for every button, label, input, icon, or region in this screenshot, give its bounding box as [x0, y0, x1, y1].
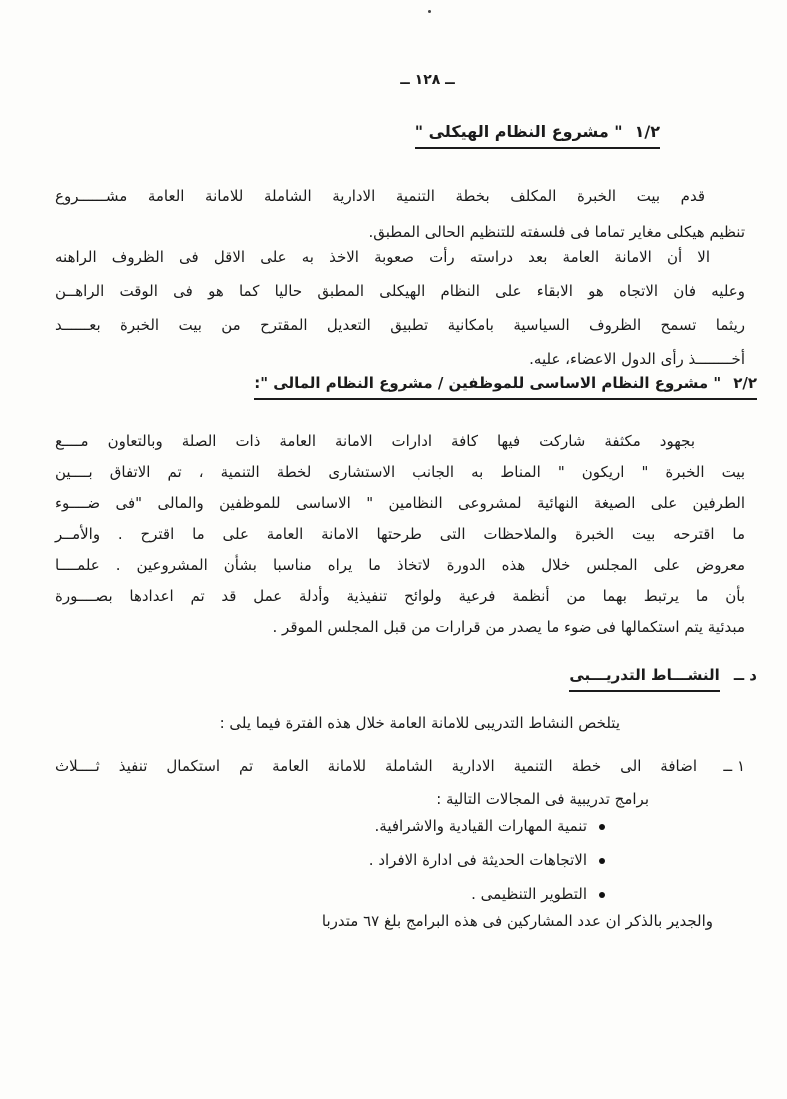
- paragraph-line: برامج تدريبية فى المجالات التالية :: [436, 790, 649, 808]
- heading-1-title: " مشروع النظام الهيكلى ": [414, 122, 623, 141]
- paragraph-line: ريثما تسمح الظروف السياسية بامكانية تطبيق التعديل المقترح من بيت الخبرة بعــــــد: [55, 316, 745, 334]
- heading-2-number: ٢/٢: [733, 374, 757, 392]
- paragraph-line: معروض على المجلس خلال هذه الدورة لاتخاذ ما يراه مناسبا بشأن المشروعين . علمــــا: [55, 556, 745, 574]
- section-heading-1: [415, 122, 660, 149]
- item-1-text: [55, 750, 697, 816]
- paragraph-line: اضافة الى خطة التنمية الادارية الشاملة للامانة العامة تم استكمال تنفيذ ثــــلاث: [55, 757, 697, 775]
- bullet-item: [55, 884, 745, 904]
- page-number: ــ ١٢٨ ــ: [400, 72, 455, 88]
- bullet-item: [55, 816, 745, 836]
- section-d-marker: د ــ: [733, 666, 757, 684]
- numbered-item-1: [55, 750, 745, 816]
- paragraph-line: ما اقترحه بيت الخبرة والملاحظات التى طرحتها الامانة العامة على ما اقترح . والأمــر: [55, 525, 745, 543]
- paragraph-line: بيت الخبرة " اريكون " المناط به الجانب الاستشارى لخطة التنمية ، تم الاتفاق بــــين: [55, 463, 745, 481]
- bullet-item: [55, 850, 745, 870]
- section-d-title: النشـــاط التدريـــبى: [569, 666, 719, 692]
- section-heading-2: [254, 374, 757, 400]
- section-d-heading: [569, 666, 757, 692]
- bullet-dot-icon: [599, 824, 605, 830]
- bullet-text: الاتجاهات الحديثة فى ادارة الافراد .: [368, 851, 587, 869]
- paragraph-line: بأن ما يرتبط بهما من أنظمة فرعية ولوائح تنفيذية وأدلة عمل قد تم اعدادها بصــــورة: [55, 587, 745, 605]
- paragraph-2: [55, 240, 745, 376]
- bullet-dot-icon: [599, 858, 605, 864]
- heading-2-title: " مشروع النظام الاساسى للموظفين / مشروع النظام المالى ":: [254, 374, 722, 392]
- paragraph-line: قدم بيت الخبرة المكلف بخطة التنمية الادارية الشاملة للامانة العامة مشــــــروع: [55, 187, 705, 205]
- paragraph-line: وعليه فان الاتجاه هو الابقاء على النظام الهيكلى المطبق حاليا كما هو فى الوقت الراهــن: [55, 282, 745, 300]
- bullet-text: التطوير التنظيمى .: [471, 885, 587, 903]
- paragraph-line: أخــــــــذ رأى الدول الاعضاء، عليه.: [529, 350, 745, 368]
- paragraph-line: تنظيم هيكلى مغاير تماما فى فلسفته للتنظيم الحالى المطبق.: [368, 223, 745, 241]
- paragraph-line: بجهود مكثفة شاركت فيها كافة ادارات الامانة العامة ذات الصلة وبالتعاون مــــع: [55, 432, 695, 450]
- paragraph-line: الا أن الامانة العامة بعد دراسته رأت صعوبة الاخذ به على الاقل فى الظروف الراهنه: [55, 248, 710, 266]
- paragraph-line: مبدئية يتم استكمالها فى ضوء ما يصدر من قرارات من قبل المجلس الموقر .: [272, 618, 745, 636]
- paragraph-line: الطرفين على الصيغة النهائية لمشروعى النظامين " الاساسى للموظفين والمالى "فى ضــــوء: [55, 494, 745, 512]
- bullet-list: [55, 816, 745, 918]
- paragraph-3: [55, 426, 745, 643]
- scan-artifact-dot: [428, 10, 431, 13]
- item-1-marker: ١ ــ: [723, 757, 745, 775]
- heading-1-number: ١/٢: [634, 122, 660, 141]
- bullet-dot-icon: [599, 892, 605, 898]
- bullet-text: تنمية المهارات القيادية والاشرافية.: [374, 817, 587, 835]
- training-intro-line: يتلخص النشاط التدريبى للامانة العامة خلال هذه الفترة فيما يلى :: [219, 714, 620, 732]
- closing-line: والجدير بالذكر ان عدد المشاركين فى هذه البرامج بلغ ٦٧ متدربا: [321, 912, 713, 930]
